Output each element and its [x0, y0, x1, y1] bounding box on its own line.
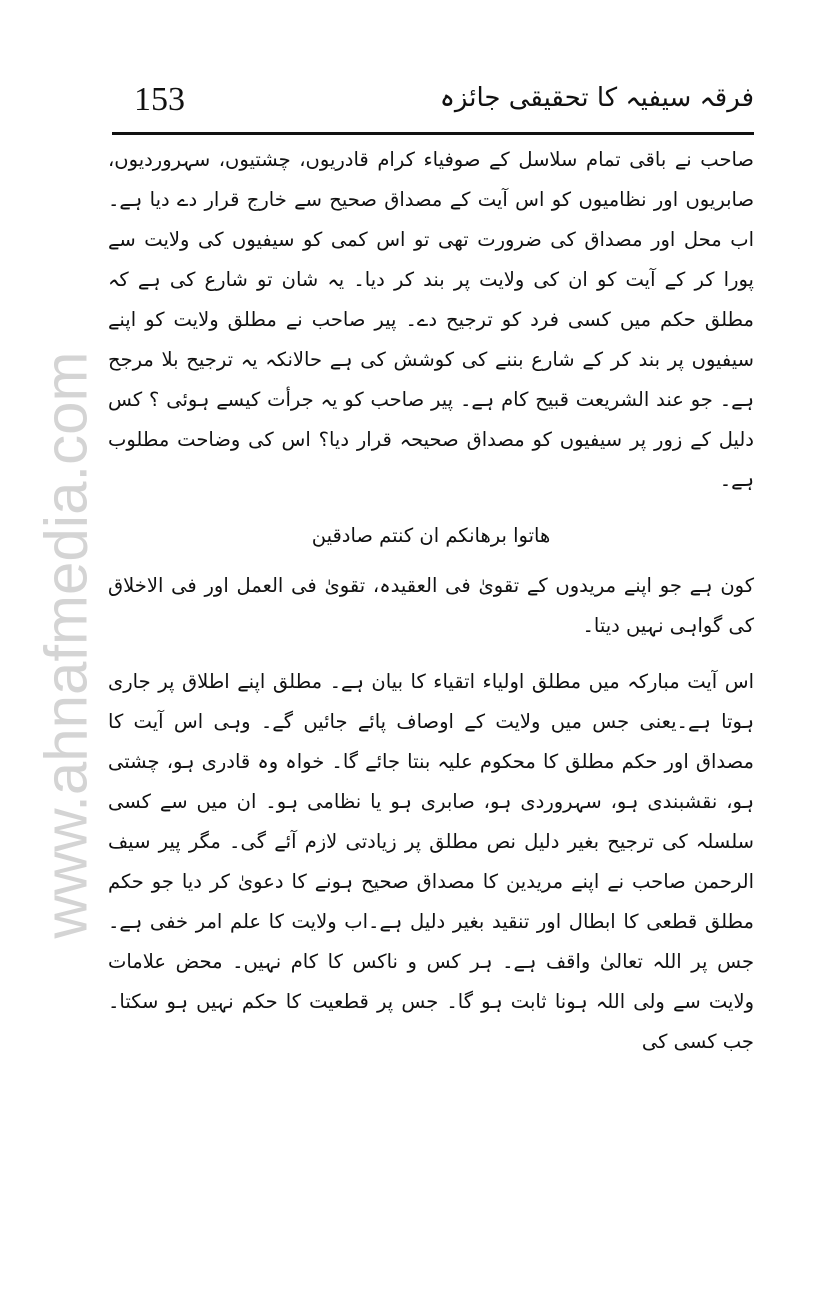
section-heading: ھاتوا برھانکم ان کنتم صادقین	[311, 524, 551, 547]
watermark: www.ahnafmedia.com	[32, 351, 100, 939]
paragraph-3: اس آیت مبارکہ میں مطلق اولیاء اتقیاء کا بیان ہے۔ مطلق اپنے اطلاق پر جاری ہوتا ہے۔یعنی جس میں ولایت کے اوصاف پائے جائیں گے۔ وہی اس آیت کا مصداق اور حکم مطلق کا محکوم علیہ بنتا جائے گا۔ خواہ وہ قادری ہو، چشتی ہو، نقشبندی ہو، سہروردی ہو، صابری ہو یا نظامی ہو۔ ان میں سے کسی سلسلہ کی ترجیح بغیر دلیل نص مطلق پر زیادتی لازم آئے گی۔ مگر پیر سیف الرحمن صاحب نے اپنے مریدین کا مصداق صحیح ہونے کا دعویٰ کر دیا جو حکم مطلق قطعی کا ابطال اور تنقید بغیر دلیل ہے۔اب ولایت کا علم امر خفی ہے۔ جس پر اللہ تعالیٰ واقف ہے۔ ہر کس و ناکس کا کام نہیں۔ محض علامات ولایت سے ولی اللہ ہونا ثابت ہو گا۔ جس پر قطعیت کا حکم نہیں ہو سکتا۔ جب کسی کی	[108, 670, 754, 1053]
running-title: فرقہ سیفیہ کا تحقیقی جائزہ	[439, 83, 754, 113]
page-header	[112, 70, 754, 135]
paragraph-2: کون ہے جو اپنے مریدوں کے تقویٰ فی العقیدہ، تقویٰ فی العمل اور فی الاخلاق کی گواہی نہیں دیتا۔	[108, 574, 754, 637]
page-number: 153	[134, 81, 185, 118]
paragraph-1: صاحب نے باقی تمام سلاسل کے صوفیاء کرام قادریوں، چشتیوں، سہروردیوں، صابریوں اور نظامیوں کو اس آیت کے مصداق صحیح سے خارج قرار دے دیا ہے۔اب محل اور مصداق کی ضرورت تھی تو اس کمی کو سیفیوں کی ولایت سے پورا کر کے آیت کو ان کی ولایت پر بند کر دیا۔ یہ شان تو شارع کی ہے کہ مطلق حکم میں کسی فرد کو ترجیح دے۔ پیر صاحب نے مطلق ولایت کو اپنے سیفیوں پر بند کر کے شارع بننے کی کوشش کی ہے حالانکہ یہ ترجیح بلا مرجح ہے۔ جو عند الشریعت قبیح کام ہے۔ پیر صاحب کو یہ جرأت کیسے ہوئی ؟ کس دلیل کے زور پر سیفیوں کو مصداق صحیحہ قرار دیا؟ اس کی وضاحت مطلوب ہے۔	[108, 148, 754, 491]
body-text	[108, 140, 754, 1062]
